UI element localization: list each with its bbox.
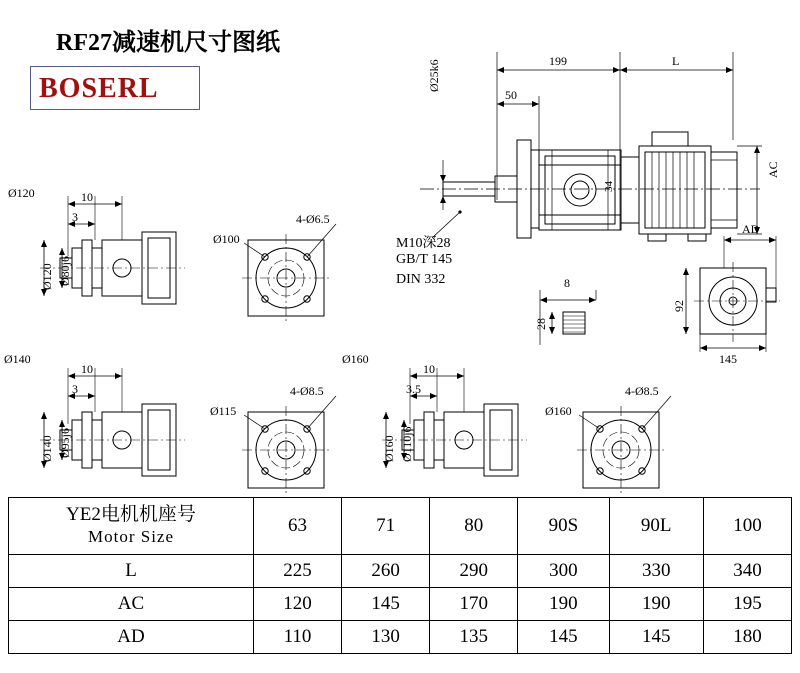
- dim-v2-bolt-circle: Ø115: [210, 404, 237, 418]
- dim-v1-bolt-circle: Ø100: [213, 232, 240, 246]
- dim-v2-bolts: 4-Ø8.5: [290, 384, 324, 398]
- dim-L: L: [672, 54, 680, 68]
- table-cell: 145: [342, 588, 430, 621]
- table-cell: 170: [430, 588, 518, 621]
- table-cell: 225: [254, 555, 342, 588]
- dim-v1-flange: Ø120: [8, 186, 35, 200]
- dim-v1-120: Ø120: [40, 263, 54, 290]
- table-cell: 260: [342, 555, 430, 588]
- dim-145: 145: [719, 352, 737, 366]
- dim-v3-bolt-circle: Ø160: [545, 404, 572, 418]
- table-header-cell: 63: [254, 498, 342, 555]
- dim-AC: AC: [766, 161, 780, 178]
- dim-199: 199: [549, 54, 567, 68]
- dim-v2-95: Ø95j6: [58, 428, 72, 458]
- table-header-cell: 80: [430, 498, 518, 555]
- spec-table: [8, 497, 792, 654]
- dim-v1-3: 3: [72, 210, 78, 224]
- table-header-cell: 90S: [518, 498, 609, 555]
- table-cell: 190: [609, 588, 703, 621]
- dim-28: 28: [534, 318, 548, 330]
- table-cell: 330: [609, 555, 703, 588]
- table-cell: 135: [430, 621, 518, 654]
- table-cell: 300: [518, 555, 609, 588]
- dim-8: 8: [564, 276, 570, 290]
- table-header-label-en: Motor Size: [87, 527, 175, 546]
- dim-92: 92: [672, 300, 686, 312]
- table-row-label: AD: [9, 621, 254, 654]
- dim-v2-140: Ø140: [40, 435, 54, 462]
- dim-AD: AD: [742, 222, 760, 236]
- dim-v2-flange: Ø140: [4, 352, 31, 366]
- table-cell: 145: [518, 621, 609, 654]
- table-header-cell: 71: [342, 498, 430, 555]
- table-cell: 110: [254, 621, 342, 654]
- dim-v1-10: 10: [81, 190, 93, 204]
- table-cell: 195: [703, 588, 791, 621]
- table-cell: 180: [703, 621, 791, 654]
- dim-shaft-diameter: Ø25k6: [427, 59, 441, 92]
- dim-v3-160: Ø160: [382, 435, 396, 462]
- table-cell: 190: [518, 588, 609, 621]
- dim-v1-bolts: 4-Ø6.5: [296, 212, 330, 226]
- dim-v3-110: Ø110j6: [400, 426, 414, 462]
- table-cell: 130: [342, 621, 430, 654]
- dim-v2-10: 10: [81, 362, 93, 376]
- table-header-cell: 100: [703, 498, 791, 555]
- table-cell: 145: [609, 621, 703, 654]
- dim-v3-flange: Ø160: [342, 352, 369, 366]
- table-cell: 120: [254, 588, 342, 621]
- dim-v3-35: 3.5: [406, 382, 421, 396]
- note-standard-gbt: GB/T 145: [396, 252, 453, 267]
- dim-v3-10: 10: [423, 362, 435, 376]
- table-header-cell: 90L: [609, 498, 703, 555]
- dim-v1-80: Ø80j6: [58, 256, 72, 286]
- dim-v3-bolts: 4-Ø8.5: [625, 384, 659, 398]
- dim-v2-3: 3: [72, 382, 78, 396]
- dim-50: 50: [505, 88, 517, 102]
- page-title: RF27减速机尺寸图纸: [56, 30, 280, 56]
- table-cell: 340: [703, 555, 791, 588]
- table-row: [9, 588, 792, 621]
- table-cell: 290: [430, 555, 518, 588]
- table-row: [9, 555, 792, 588]
- table-row-label: L: [9, 555, 254, 588]
- note-standard-din: DIN 332: [396, 272, 446, 287]
- table-header-label-cn: YE2电机机座号: [66, 504, 196, 525]
- note-thread: M10深28: [396, 236, 451, 251]
- dim-34: 34: [603, 181, 615, 192]
- brand-logo: BOSERL: [39, 73, 159, 104]
- table-header-label: [9, 498, 254, 555]
- table-row-header: [9, 498, 792, 555]
- table-row-label: AC: [9, 588, 254, 621]
- table-row: [9, 621, 792, 654]
